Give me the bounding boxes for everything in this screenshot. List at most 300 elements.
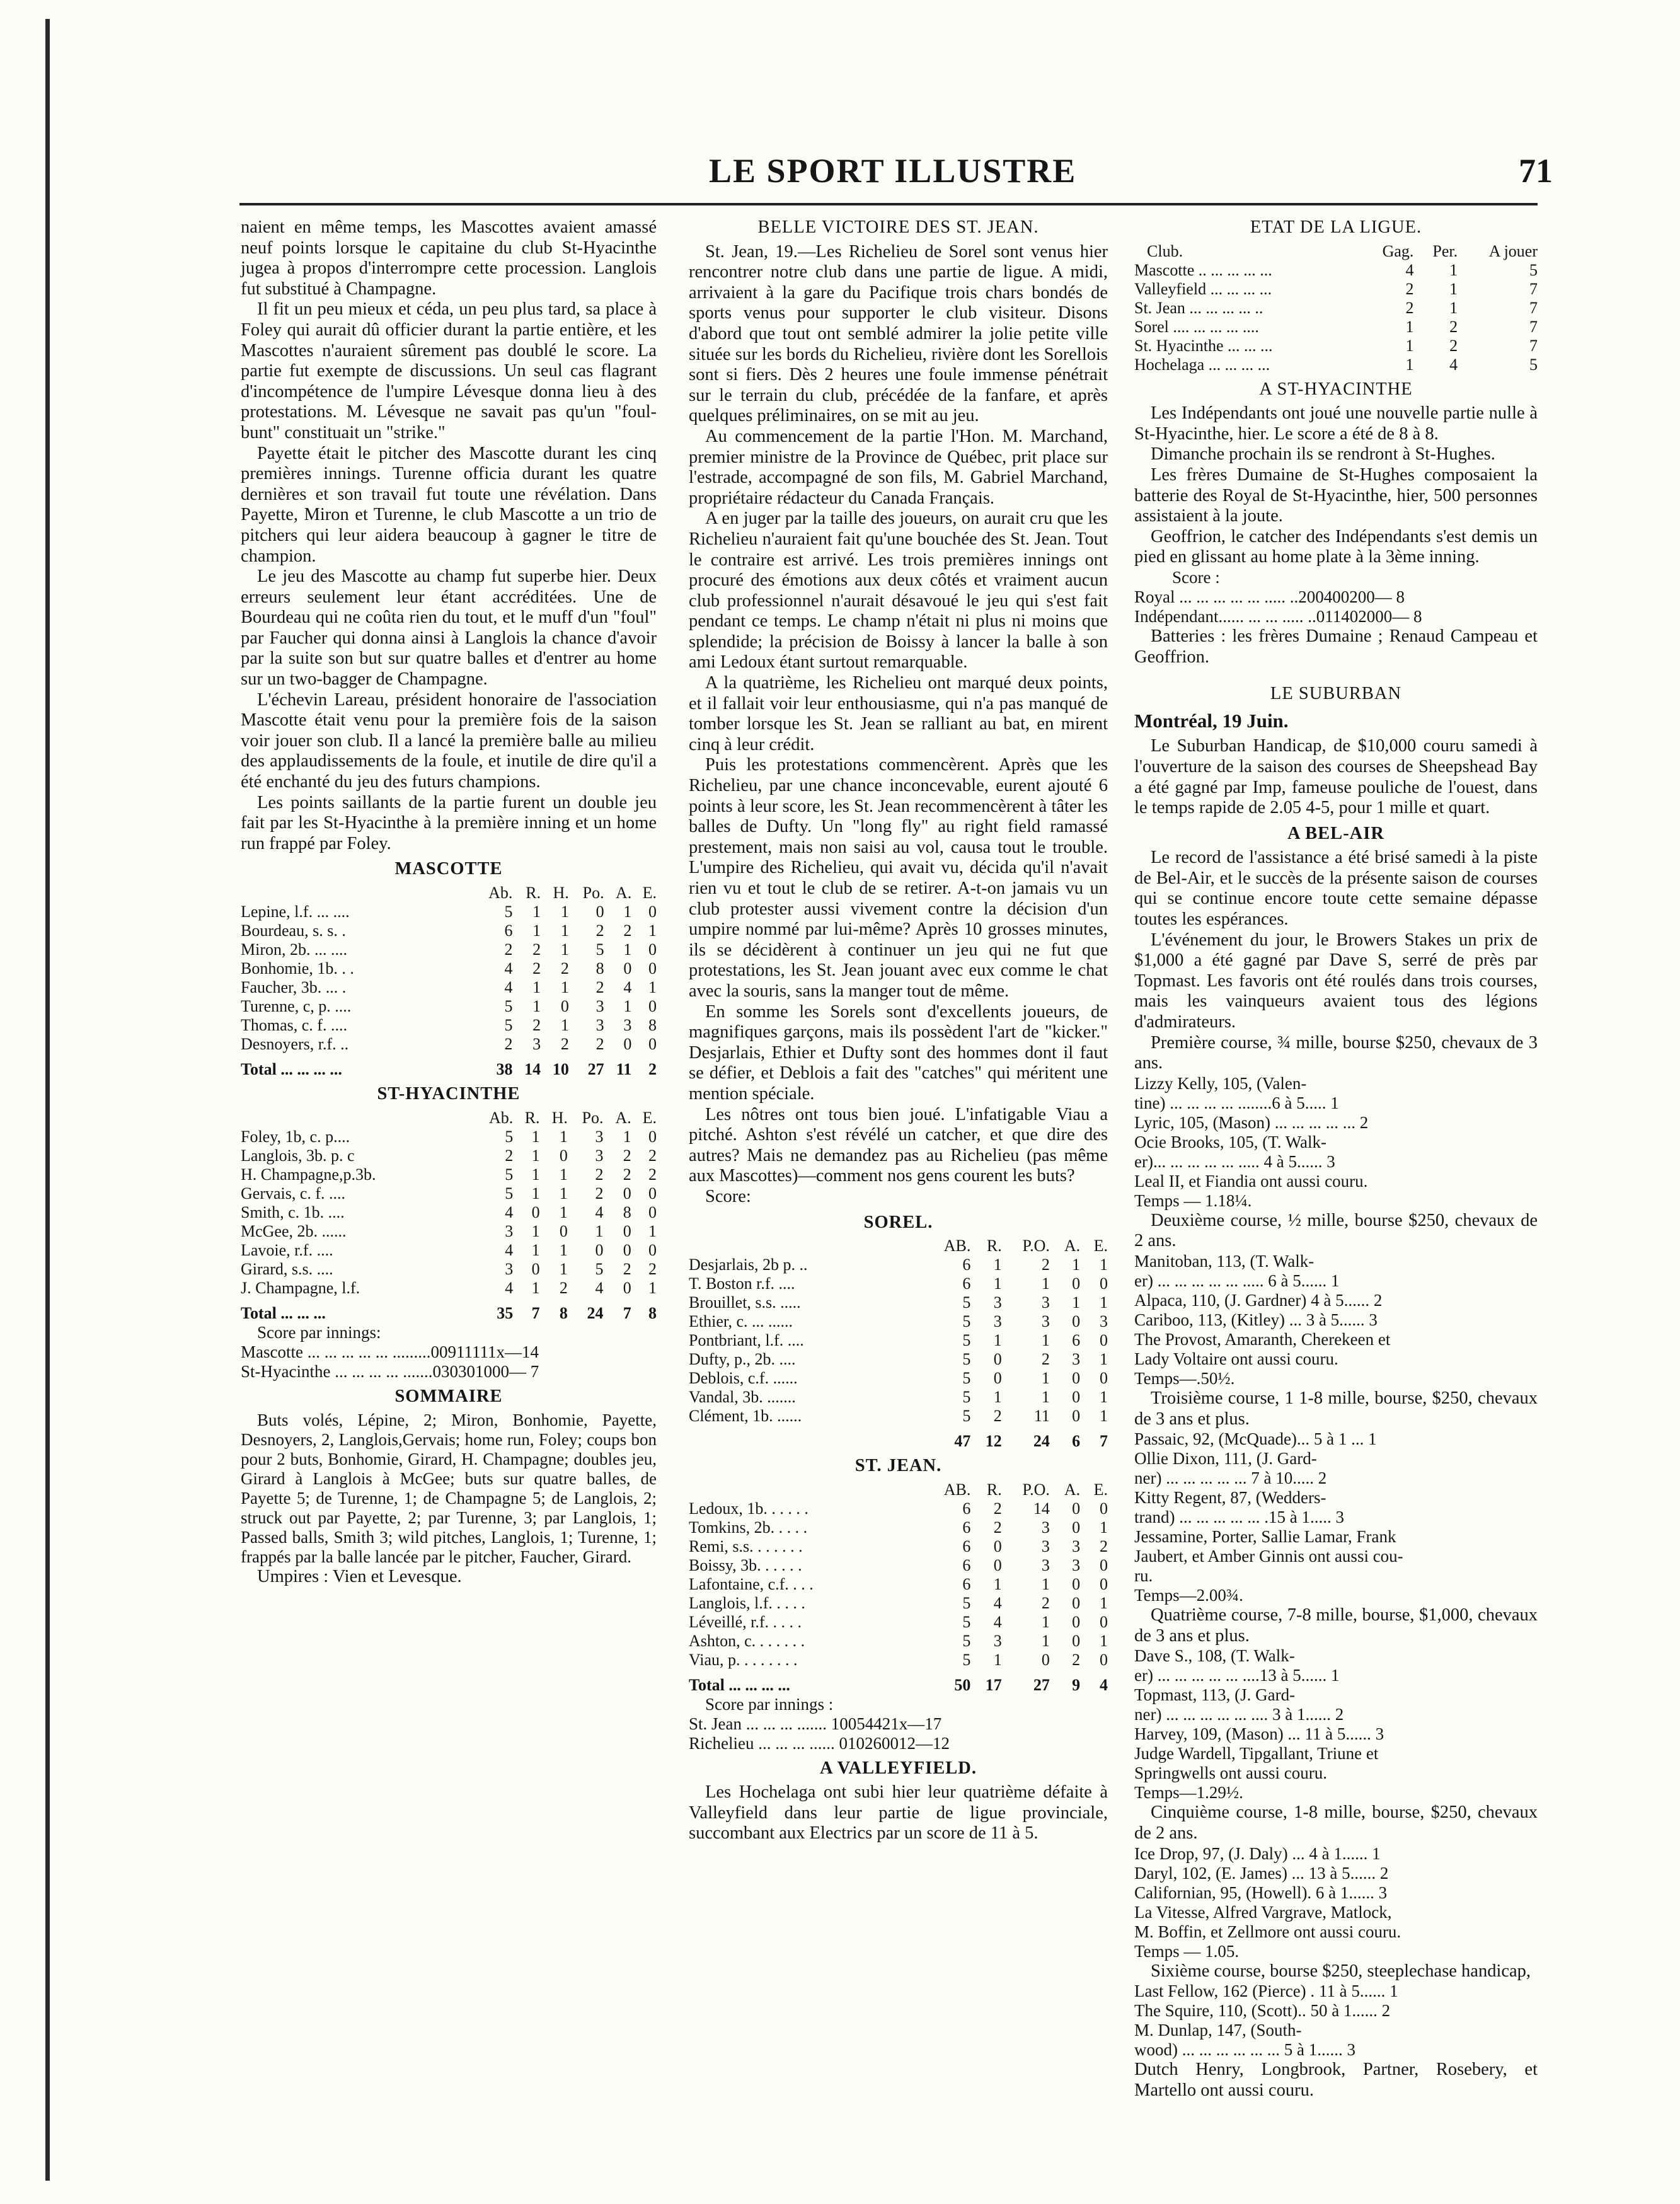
table-cell: 1	[1405, 317, 1414, 336]
race-line: Kitty Regent, 87, (Wedders-	[1134, 1488, 1326, 1508]
score-label: Score :	[1172, 567, 1220, 587]
table-cell: 0	[993, 1537, 1002, 1555]
table-cell: 1	[560, 903, 569, 921]
table-cell: 1	[648, 1221, 657, 1240]
table-cell: 6	[962, 1274, 971, 1293]
table-cell: 2	[1041, 1593, 1050, 1612]
table-row	[689, 1556, 1108, 1575]
table-cell: 0	[559, 1146, 568, 1165]
table-cell: Pontbriant, l.f. ....	[689, 1331, 804, 1350]
table-cell: 4	[505, 1278, 514, 1297]
table-cell: 0	[623, 1184, 631, 1203]
table-cell: T. Boston r.f. ....	[689, 1274, 795, 1293]
table-cell: 3	[993, 1293, 1002, 1312]
table-row	[241, 940, 657, 959]
table-cell: 3	[993, 1312, 1002, 1331]
table-row	[241, 978, 657, 997]
table-cell: 5	[962, 1612, 971, 1631]
table-total-row	[241, 1054, 657, 1079]
table-cell: Dufty, p., 2b. ....	[689, 1350, 796, 1369]
mascotte-box-title: MASCOTTE	[394, 859, 503, 879]
table-cell: 1	[1072, 1255, 1081, 1274]
table-cell: 0	[648, 1035, 657, 1053]
table-cell: 3	[1041, 1537, 1050, 1555]
table-row	[241, 903, 657, 921]
table-cell: 2	[595, 1165, 604, 1184]
column-header: Po.	[582, 884, 604, 902]
column-header: Gag.	[1382, 241, 1414, 260]
paragraph: A la quatrième, les Richelieu ont marqué deux points, et il fallait voir leur enthousiasme, qui n'a pas manqué de tomber lorsque les St. Jean se ralliant au bat, en mirent cinq à leur crédit.	[689, 673, 1108, 754]
table-row	[689, 1518, 1108, 1537]
table-cell: 3	[595, 1146, 604, 1165]
table-row	[689, 1537, 1108, 1556]
table-cell: 1	[532, 997, 541, 1015]
race-line: ner) ... ... ... ... ... 7 à 10..... 2	[1134, 1468, 1327, 1488]
table-cell: 2	[560, 1035, 569, 1053]
race-heading: Deuxième course, ½ mille, bourse $250, chevaux de 2 ans.	[1134, 1210, 1538, 1251]
race-line: Harvey, 109, (Mason) ... 11 à 5...... 3	[1134, 1724, 1384, 1744]
column-header: H.	[553, 884, 569, 902]
race-line: Alpaca, 110, (J. Gardner) 4 à 5...... 2	[1134, 1291, 1383, 1310]
table-cell: 2	[993, 1407, 1002, 1426]
table-row	[241, 921, 657, 940]
table-cell: 7	[1529, 336, 1538, 355]
table-cell: 1	[993, 1388, 1002, 1407]
table-cell: 0	[623, 959, 632, 978]
column-header: Ab.	[489, 1108, 514, 1127]
table-cell: 2	[595, 921, 604, 940]
innings-line: Richelieu ... ... ... ...... 010260012—12	[689, 1733, 950, 1753]
paragraph: Score:	[705, 1186, 751, 1206]
table-cell: 8	[623, 1203, 631, 1221]
table-cell: Turenne, c, p. ....	[241, 997, 352, 1015]
race-heading: Troisième course, 1 1-8 mille, bourse, $250, chevaux de 3 ans et plus.	[1134, 1388, 1538, 1429]
table-cell: Faucher, 3b. ... .	[241, 978, 347, 996]
race-line: Topmast, 113, (J. Gard-	[1134, 1685, 1296, 1705]
table-cell: H. Champagne,p.3b.	[241, 1165, 376, 1184]
table-cell: 1	[1100, 1293, 1108, 1312]
paragraph: A en juger par la taille des joueurs, on aurait cru que les Richelieu n'auraient fait qu'une bouchée des St. Jean. Tout le contraire est arrivé. Les trois premières innings ont procuré des émotions aux deux côtés et vraiment aucun club professionnel n'aurait désavoué le jeu qui s'est fait pendant ce temps. Le champ n'était ni plus ni moins que splendide; la précision de Boissy à lancer la balle à son ami Ledoux étant surtout remarquable.	[689, 509, 1108, 672]
table-cell: J. Champagne, l.f.	[241, 1278, 360, 1297]
table-cell: 4	[595, 1278, 604, 1297]
race-line: Springwells ont aussi couru.	[1134, 1763, 1327, 1783]
table-row	[689, 1594, 1108, 1613]
paragraph: En somme les Sorels sont d'excellents joueurs, de magnifiques garçons, mais ils possèdent l'art de "kicker." Desjarlais, Ethier et Dufty sont des hommes dont il faut se défier, et Deblois a fait des "catches" qui méritent une mention spéciale.	[689, 1001, 1108, 1104]
race-line: M. Dunlap, 147, (South-	[1134, 2021, 1302, 2040]
column-header: Ab.	[488, 884, 513, 902]
table-row	[241, 1203, 657, 1222]
race-line: Ollie Dixon, 111, (J. Gard-	[1134, 1449, 1317, 1468]
table-cell: 2	[595, 978, 604, 996]
paragraph: Les nôtres ont tous bien joué. L'infatigable Viau a pitché. Ashton s'est révélé un catcher, et que dire des autres? Mais ne demandez pas au Richelieu (pas même aux Mascottes)—comment nos gens courent les buts?	[689, 1104, 1108, 1186]
table-cell: St. Jean ... ... ... ... ..	[1134, 298, 1263, 317]
column-1	[241, 217, 657, 1588]
table-cell: Viau, p. . . . . . . .	[689, 1650, 798, 1669]
table-cell: 8	[648, 1303, 657, 1322]
table-cell: 0	[559, 1221, 568, 1240]
table-cell: 0	[560, 997, 569, 1015]
table-cell: 0	[623, 1221, 631, 1240]
table-header-row	[241, 884, 657, 903]
score-line: Royal ... ... ... ... ... ..... ..200400200— 8	[1134, 587, 1405, 606]
table-cell: 2	[623, 1259, 631, 1278]
table-cell: 0	[648, 903, 657, 921]
table-cell: 3	[1041, 1555, 1050, 1574]
table-cell: Total ... ... ... ...	[689, 1675, 790, 1694]
table-cell: 5	[505, 1165, 514, 1184]
table-cell: 11	[1033, 1407, 1050, 1426]
table-cell: 35	[497, 1303, 514, 1322]
table-cell: 1	[559, 1127, 568, 1146]
table-cell: 1	[559, 1184, 568, 1203]
table-cell: 4	[993, 1612, 1002, 1631]
table-cell: 6	[962, 1255, 971, 1274]
table-row	[689, 1613, 1108, 1632]
table-cell: 2	[1449, 317, 1458, 336]
table-cell: 2	[1405, 279, 1414, 298]
table-cell: 0	[623, 1240, 631, 1259]
sorel-box-title: SOREL.	[863, 1212, 933, 1232]
table-cell: 1	[560, 921, 569, 940]
table-cell: 11	[616, 1060, 632, 1078]
table-cell: 2	[595, 1184, 604, 1203]
mascotte-box-score	[241, 884, 657, 1079]
table-cell: 5	[595, 940, 604, 959]
table-row	[241, 959, 657, 978]
race-results	[1134, 1033, 1538, 2101]
table-cell: Mascotte .. ... ... ... ...	[1134, 260, 1272, 279]
race-line: ru.	[1134, 1566, 1153, 1586]
table-row	[689, 1350, 1108, 1369]
paragraph: Dimanche prochain ils se rendront à St-Hughes.	[1151, 444, 1495, 464]
table-cell: 1	[1405, 336, 1414, 355]
table-cell: 5	[962, 1631, 971, 1650]
paragraph: Les Hochelaga ont subi hier leur quatrième défaite à Valleyfield dans leur partie de ligue provinciale, succombant aux Electrics par un score de 11 à 5.	[689, 1782, 1108, 1843]
table-cell: 2	[623, 921, 632, 940]
table-cell: Total ... ... ... ...	[241, 1060, 342, 1078]
column-header: R.	[986, 1480, 1002, 1499]
paragraph: Il fit un peu mieux et céda, un peu plus tard, sa place à Foley qui aurait dû officier durant la partie entière, et les Mascottes n'auraient sûrement pas doublé le score. La partie fut exempte de discussions. Un seul cas flagrant d'incompétence de l'umpire Lévesque donna lieu à des protestations. M. Lévesque ne savait pas qu'un "foul-bunt" constituait un "strike."	[241, 299, 657, 442]
race-line: er)... ... ... ... ... ..... 4 à 5...... 3	[1134, 1151, 1335, 1171]
scan-edge	[45, 19, 50, 2181]
table-cell: 47	[954, 1432, 971, 1451]
table-cell: 0	[1100, 1574, 1108, 1593]
table-cell: 3	[1072, 1555, 1081, 1574]
table-cell: 1	[532, 921, 541, 940]
table-cell: 4	[505, 1203, 514, 1221]
race-line: Temps—.50½.	[1134, 1369, 1235, 1388]
column-header: E.	[1093, 1237, 1108, 1255]
table-cell: 0	[1072, 1499, 1081, 1518]
table-cell: 0	[1100, 1274, 1108, 1293]
table-row	[1134, 280, 1538, 299]
table-cell: 0	[1100, 1499, 1108, 1518]
table-cell: 1	[1041, 1574, 1050, 1593]
race-line: Judge Wardell, Tipgallant, Triune et	[1134, 1744, 1379, 1763]
table-row	[689, 1293, 1108, 1312]
table-cell: Léveillé, r.f. . . . .	[689, 1612, 802, 1631]
race-line: The Provost, Amaranth, Cherekeen et	[1134, 1330, 1391, 1349]
table-row	[241, 1184, 657, 1203]
table-cell: 1	[560, 1016, 569, 1034]
table-cell: 5	[504, 903, 513, 921]
table-cell: 2	[1100, 1537, 1108, 1555]
table-cell: McGee, 2b. ......	[241, 1221, 347, 1240]
paragraph: Le jeu des Mascotte au champ fut superbe hier. Deux erreurs seulement leur étant accréditées. Une de Bourdeau qui ne coûta rien du tout, et le muff d'un "foul" par Faucher qui donna ainsi à Langlois la chance d'avoir par la suite son but sur quatre balles et d'entrer au home sur un two-bagger de Champagne.	[241, 567, 657, 689]
paragraph: Le record de l'assistance a été brisé samedi à la piste de Bel-Air, et le succès de la présente saison de courses qui se continue encore toute cette semaine dépasse toutes les espérances.	[1134, 848, 1538, 930]
belair-title: A BEL-AIR	[1287, 823, 1384, 843]
table-cell: 12	[985, 1432, 1002, 1451]
stjean-box-title: ST. JEAN.	[854, 1456, 942, 1476]
table-row	[689, 1407, 1108, 1426]
table-cell: 1	[1100, 1407, 1108, 1426]
innings-score	[241, 1323, 657, 1382]
table-cell: 3	[505, 1259, 514, 1278]
table-cell: Smith, c. 1b. ....	[241, 1203, 345, 1221]
table-total-row	[689, 1670, 1108, 1695]
table-cell: 1	[1072, 1293, 1081, 1312]
race-line: tine) ... ... ... ... ........6 à 5..... 1	[1134, 1093, 1339, 1112]
table-cell: 0	[1072, 1388, 1081, 1407]
paragraph: L'événement du jour, le Browers Stakes un prix de $1,000 a été gagné par Dave S, serré de près par Topmast. Les favoris ont été roulés dans trois courses, mais les vainqueurs avaient tous des légions d'admirateurs.	[1134, 930, 1538, 1032]
race-line: Manitoban, 113, (T. Walk-	[1134, 1252, 1315, 1271]
table-cell: 8	[648, 1016, 657, 1034]
table-cell: 0	[1100, 1555, 1108, 1574]
sthyacinthe-box-score	[241, 1109, 657, 1323]
table-row	[689, 1274, 1108, 1293]
table-cell: Bonhomie, 1b. . .	[241, 959, 354, 978]
table-cell: 1	[531, 1184, 540, 1203]
table-cell: Thomas, c. f. ....	[241, 1016, 347, 1034]
column-header: R.	[986, 1237, 1002, 1255]
race-heading: Première course, ¾ mille, bourse $250, chevaux de 3 ans.	[1134, 1032, 1538, 1073]
table-cell: 1	[1100, 1255, 1108, 1274]
innings-label: Score par innings:	[257, 1322, 381, 1342]
race-line: Temps—1.29½.	[1134, 1783, 1243, 1803]
table-cell: 4	[504, 959, 513, 978]
table-cell: 3	[595, 1127, 604, 1146]
column-header: Club.	[1147, 241, 1183, 260]
table-header-row	[689, 1480, 1108, 1499]
column-header: P.O.	[1022, 1480, 1050, 1499]
table-cell: 5	[505, 1184, 514, 1203]
column-header: AB.	[943, 1237, 971, 1255]
table-cell: 1	[531, 1240, 540, 1259]
table-row	[241, 1279, 657, 1298]
race-line: wood) ... ... ... ... ... ... 5 à 1...... 3	[1134, 2040, 1355, 2060]
paragraph: Puis les protestations commencèrent. Après que les Richelieu, par une chance inconcevable, eurent ajouté 6 points à leur score, les St. Jean recommencèrent à tâter les balles de Dufty. Un "long fly" au right field ramassé prestement, mais non saisi au vol, causa tout le trouble. L'umpire des Richelieu, qui avait vu, décida qu'il n'avait rien vu et tout le club de se retirer. A-t-on jamais vu un club protester aussi vivement contre la décision d'un umpire nommé par lui-même? Après 10 grosses minutes, ils se décidèrent à continuer un jeu qui ne fut que protestations, les St. Jean jouant avec eux comme le chat avec la souris, sans la manger tout de même.	[689, 755, 1108, 1001]
innings-line: St-Hyacinthe ... ... ... ... .......030301000— 7	[241, 1361, 539, 1381]
table-cell: 3	[623, 1016, 632, 1034]
table-cell: 1	[1405, 355, 1414, 374]
table-cell: 27	[1033, 1675, 1050, 1694]
race-line: The Squire, 110, (Scott).. 50 à 1...... 2	[1134, 2001, 1391, 2021]
table-cell: 7	[1529, 279, 1538, 298]
table-cell: 1	[1449, 298, 1458, 317]
table-cell: 2	[504, 1035, 513, 1053]
article-title: BELLE VICTOIRE DES ST. JEAN.	[757, 217, 1039, 237]
table-row	[689, 1499, 1108, 1518]
table-row	[689, 1255, 1108, 1274]
table-cell: 3	[1041, 1293, 1050, 1312]
table-cell: 24	[1033, 1432, 1050, 1451]
column-header: Per.	[1432, 241, 1458, 260]
table-cell: 8	[595, 959, 604, 978]
valleyfield-title: A VALLEYFIELD.	[820, 1758, 977, 1778]
table-cell: 0	[993, 1350, 1002, 1369]
table-cell: 2	[1041, 1350, 1050, 1369]
column-header: A.	[615, 1108, 631, 1127]
table-cell: 7	[1529, 317, 1538, 336]
table-cell: 1	[531, 1278, 540, 1297]
paragraph: L'échevin Lareau, président honoraire de l'association Mascotte était venu pour la première fois de la saison voir jouer son club. Il a lancé la première balle au milieu des applaudissements de la foule, et inutile de dire qu'il a été enchanté du jeu des futurs champions.	[241, 689, 657, 792]
batteries-line: Batteries : les frères Dumaine ; Renaud Campeau et Geoffrion.	[1134, 626, 1538, 667]
table-cell: 1	[1100, 1518, 1108, 1537]
table-cell: 0	[1100, 1369, 1108, 1388]
table-cell: 7	[531, 1303, 540, 1322]
table-cell: 1	[1100, 1631, 1108, 1650]
table-cell: 5	[962, 1293, 971, 1312]
stjean-box-score	[689, 1480, 1108, 1695]
table-cell: 2	[532, 1016, 541, 1034]
table-cell: 0	[648, 1203, 657, 1221]
table-cell: 2	[532, 959, 541, 978]
table-cell: 1	[993, 1274, 1002, 1293]
column-2	[689, 217, 1108, 1844]
table-cell: 4	[1449, 355, 1458, 374]
table-cell: 38	[496, 1060, 513, 1078]
table-cell: Gervais, c. f. ....	[241, 1184, 346, 1203]
column-header: R.	[524, 1108, 540, 1127]
race-heading: Cinquième course, 1-8 mille, bourse, $250, chevaux de 2 ans.	[1134, 1803, 1538, 1843]
paragraph: Les points saillants de la partie furent un double jeu fait par les St-Hyacinthe à la première inning et un home run frappé par Foley.	[241, 792, 657, 853]
table-cell: 4	[595, 1203, 604, 1221]
table-cell: Brouillet, s.s. .....	[689, 1293, 801, 1312]
header-rule	[239, 203, 1538, 205]
table-cell: 6	[962, 1574, 971, 1593]
table-total-row	[689, 1426, 1108, 1451]
table-cell: 5	[962, 1350, 971, 1369]
table-cell: 1	[1041, 1369, 1050, 1388]
table-cell: Lepine, l.f. ... ....	[241, 903, 350, 921]
table-cell	[241, 1109, 474, 1128]
table-cell: 1	[1100, 1593, 1108, 1612]
table-cell: 0	[993, 1369, 1002, 1388]
table-cell: 1	[1041, 1612, 1050, 1631]
column-header: A jouer	[1488, 241, 1538, 260]
table-cell: 4	[504, 978, 513, 996]
table-cell: Langlois, l.f. . . . .	[689, 1593, 805, 1612]
race-line: Dutch Henry, Longbrook, Partner, Rosebery, et Martello ont aussi couru.	[1134, 2060, 1538, 2100]
table-header-row	[241, 1109, 657, 1128]
table-cell: 0	[595, 903, 604, 921]
table-row	[1134, 299, 1538, 318]
race-line: Temps—2.00¾.	[1134, 1586, 1243, 1605]
table-cell: 0	[1072, 1518, 1081, 1537]
table-cell: 2	[648, 1146, 657, 1165]
table-cell: 0	[1072, 1274, 1081, 1293]
race-line: Temps — 1.18¼.	[1134, 1191, 1252, 1210]
table-cell: 2	[993, 1518, 1002, 1537]
paragraph: Les frères Dumaine de St-Hughes composaient la batterie des Royal de St-Hyacinthe, hier, 500 personnes assistaient à la joute.	[1134, 464, 1538, 526]
table-cell: 3	[532, 1035, 541, 1053]
table-cell: 1	[993, 1255, 1002, 1274]
table-cell: 2	[559, 1278, 568, 1297]
table-cell: Tomkins, 2b. . . . .	[689, 1518, 808, 1537]
table-cell: 1	[559, 1240, 568, 1259]
table-cell: 7	[1529, 298, 1538, 317]
race-line: Lizzy Kelly, 105, (Valen-	[1134, 1073, 1307, 1093]
table-cell: 2	[504, 940, 513, 959]
table-cell: Ashton, c. . . . . . .	[689, 1631, 805, 1650]
race-line: Jessamine, Porter, Sallie Lamar, Frank	[1134, 1527, 1396, 1547]
table-cell: 1	[560, 940, 569, 959]
table-row	[689, 1388, 1108, 1407]
table-cell: 3	[1072, 1350, 1081, 1369]
race-line: Temps — 1.05.	[1134, 1941, 1240, 1961]
table-cell: 1	[1449, 260, 1458, 279]
table-cell: Bourdeau, s. s. .	[241, 921, 346, 940]
table-row	[689, 1575, 1108, 1594]
table-cell: Lafontaine, c.f. . . .	[689, 1574, 814, 1593]
table-cell: 4	[623, 978, 632, 996]
table-row	[241, 1260, 657, 1279]
paragraph: Au commencement de la partie l'Hon. M. Marchand, premier ministre de la Province de Québec, prit place sur l'estrade, accompagné de son fils, M. Gabriel Marchand, propriétaire rédacteur du Canada Français.	[689, 426, 1108, 508]
table-cell: 0	[623, 1035, 632, 1053]
table-cell: Miron, 2b. ... ....	[241, 940, 347, 959]
table-cell: 5	[962, 1369, 971, 1388]
asthyacinthe-title: A ST-HYACINTHE	[1259, 379, 1413, 399]
page-header-title: LE SPORT ILLUSTRE	[709, 152, 1077, 190]
table-cell: 5	[504, 1016, 513, 1034]
table-cell: 0	[1072, 1407, 1081, 1426]
column-header: A.	[1064, 1237, 1081, 1255]
race-line: Ocie Brooks, 105, (T. Walk-	[1134, 1132, 1327, 1151]
table-cell: 6	[962, 1555, 971, 1574]
table-row	[1134, 318, 1538, 337]
table-cell: Remi, s.s. . . . . . .	[689, 1537, 803, 1555]
table-cell: 6	[504, 921, 513, 940]
column-header: A.	[1064, 1480, 1081, 1499]
table-cell: 0	[1100, 1331, 1108, 1350]
table-cell: 9	[1072, 1675, 1081, 1694]
table-row	[241, 1035, 657, 1054]
paragraph: St. Jean, 19.—Les Richelieu de Sorel sont venus hier rencontrer notre club dans une partie de ligue. A midi, arrivaient à la gare du Pacifique trois chars bondés de sports venus pour supporter le club visiteur. Disons d'abord que tout ont semblé admirer la jolie petite ville située sur les bords du Richelieu, rivière dont les Sorellois sont si fiers. Dès 2 heures une foule immense pénétrait sur le terrain du club, précédée de la fanfare, et après quelques préliminaires, on se mit au jeu.	[689, 241, 1108, 426]
table-cell: 0	[623, 1278, 631, 1297]
table-cell: 5	[1529, 260, 1538, 279]
race-line: ner) ... ... ... ... ... .... 3 à 1...... 2	[1134, 1705, 1344, 1724]
table-cell: Total ... ... ...	[241, 1303, 326, 1322]
table-cell: 1	[531, 1221, 540, 1240]
table-cell: 3	[595, 997, 604, 1015]
table-cell: 3	[993, 1631, 1002, 1650]
table-cell: Hochelaga ... ... ... ...	[1134, 355, 1270, 374]
table-cell: 0	[648, 1184, 657, 1203]
table-cell: 1	[560, 978, 569, 996]
table-cell: 1	[648, 921, 657, 940]
column-header: E.	[642, 884, 657, 902]
table-cell: 0	[648, 1240, 657, 1259]
table-cell: 3	[1100, 1312, 1108, 1331]
table-cell	[689, 1237, 923, 1255]
column-header: E.	[642, 1108, 657, 1127]
table-cell: 2	[560, 959, 569, 978]
table-cell: 0	[1100, 1650, 1108, 1669]
table-row	[689, 1331, 1108, 1350]
table-cell: 2	[595, 1035, 604, 1053]
table-cell: 0	[1041, 1650, 1050, 1669]
table-cell: Foley, 1b, c. p....	[241, 1127, 350, 1146]
